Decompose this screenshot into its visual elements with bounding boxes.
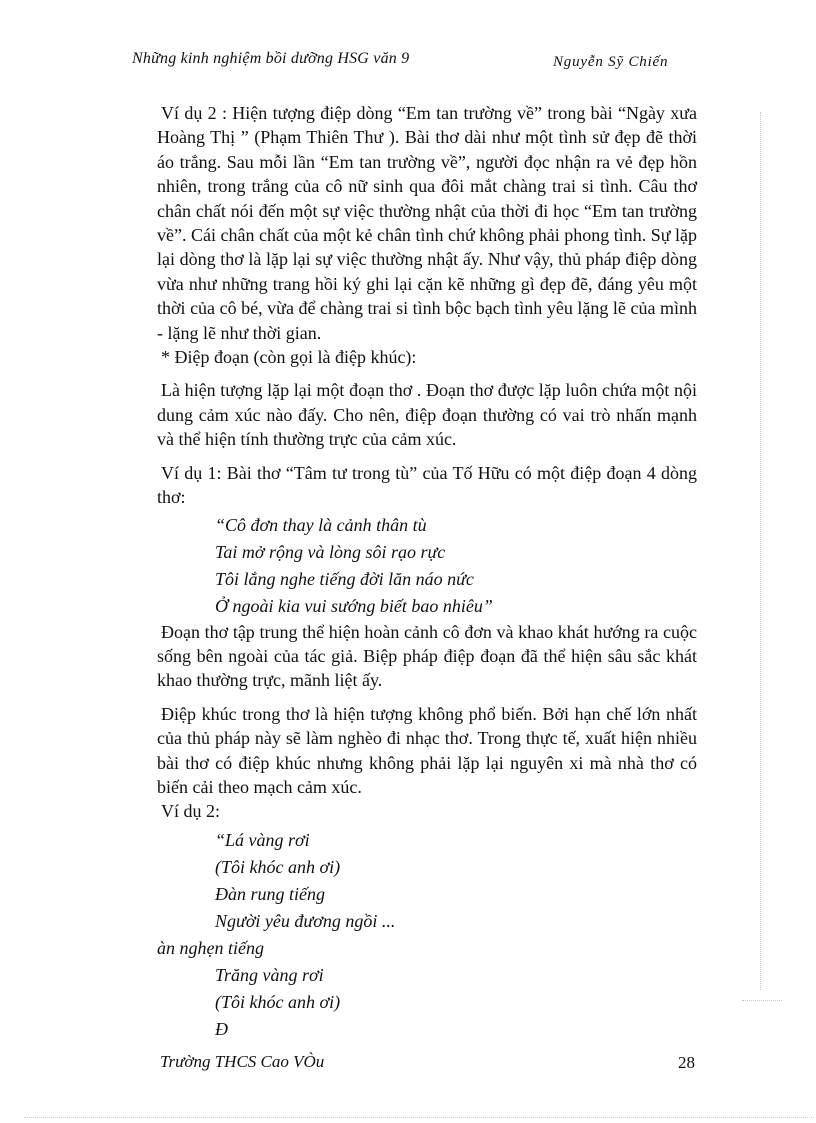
page-bottom-rule [24,1117,814,1118]
paragraph-poem-analysis: Đoạn thơ tập trung thể hiện hoàn cảnh cô đơn và khao khát hướng ra cuộc sống bên ngoài của tác giả. Biệp pháp điệp đoạn đã thể hiện sâu sắc khát khao thường trực, mãnh liệt ấy. [157,621,697,691]
poem-line: “Cô đơn thay là cảnh thân tù [215,514,427,535]
poem-line: Ở ngoài kia vui sướng biết bao nhiêu” [215,595,493,616]
poem-line: Đ [215,1018,228,1039]
page-margin-rule [760,112,761,990]
poem-la-vang-roi [157,827,697,1043]
paragraph-diep-khuc: Điệp khúc trong thơ là hiện tượng không phổ biến. Bởi hạn chế lớn nhất của thủ pháp này sẽ làm nghèo đi nhạc thơ. Trong thực tế, xuất hiện nhiều bài thơ có điệp khúc nhưng không phải lặp lại nguyên xi mà nhà thơ có biến cải theo mạch cảm xúc. [157,703,697,797]
poem-line: Tôi lắng nghe tiếng đời lăn náo nức [215,568,474,589]
paragraph-diep-doan-heading: * Điệp đoạn (còn gọi là điệp khúc): [161,347,417,368]
header-title: Những kinh nghiệm bồi dưỡng HSG văn 9 [132,50,410,67]
footer-school: Trường THCS Cao VÒu [160,1052,325,1071]
paragraph-diep-doan-definition: Là hiện tượng lặp lại một đoạn thơ . Đoạn thơ được lặp luôn chứa một nội dung cảm xúc nào đấy. Cho nên, điệp đoạn thường có vai trò nhấn mạnh và thể hiện tính thường trực của cảm xúc. [157,380,697,450]
poem-line: (Tôi khóc anh ơi) [215,856,341,877]
paragraph-example-2-label: Ví dụ 2: [161,801,221,822]
poem-line: Tai mở rộng và lòng sôi rạo rực [215,541,446,562]
poem-line: àn nghẹn tiếng [157,937,264,958]
page-corner-rule [742,1000,782,1001]
body-text [157,101,697,1043]
poem-line: (Tôi khóc anh ơi) [215,991,341,1012]
poem-tam-tu-trong-tu [157,512,697,620]
paragraph-example-1: Ví dụ 1: Bài thơ “Tâm tư trong tù” của Tố Hữu có một điệp đoạn 4 dòng thơ: [157,462,697,508]
header-author: Nguyễn Sỹ Chiến [553,54,669,70]
poem-line: “Lá vàng rơi [215,829,310,850]
page-number: 28 [678,1053,695,1072]
poem-line: Đàn rung tiếng [215,883,325,904]
poem-line: Người yêu đương ngồi ... [215,910,396,931]
poem-line: Trăng vàng rơi [215,964,324,985]
paragraph-example-2-dong: Ví dụ 2 : Hiện tượng điệp dòng “Em tan trường về” trong bài “Ngày xưa Hoàng Thị ” (Phạm Thiên Thư ). Bài thơ dài như một tình sử đẹp đẽ thời áo trắng. Sau mỗi lần “Em tan trường về”, người đọc nhận ra vẻ đẹp hồn nhiên, trong trắng của cô nữ sinh qua đôi mắt chàng trai si tình. Câu thơ chân chất nói đến một sự việc thường nhật của thời đi học “Em tan trường về”. Cái chân chất của một kẻ chân tình chứ không phải phong tình. Sự lặp lại dòng thơ là lặp lại sự việc thường nhật ấy. Như vậy, thủ pháp điệp dòng vừa như những trang hồi ký ghi lại cặn kẽ những gì đẹp đẽ, đáng yêu một thời của cô bé, vừa để chàng trai si tình bộc bạch tình yêu lặng lẽ của mình - lặng lẽ như thời gian. [157,103,697,343]
